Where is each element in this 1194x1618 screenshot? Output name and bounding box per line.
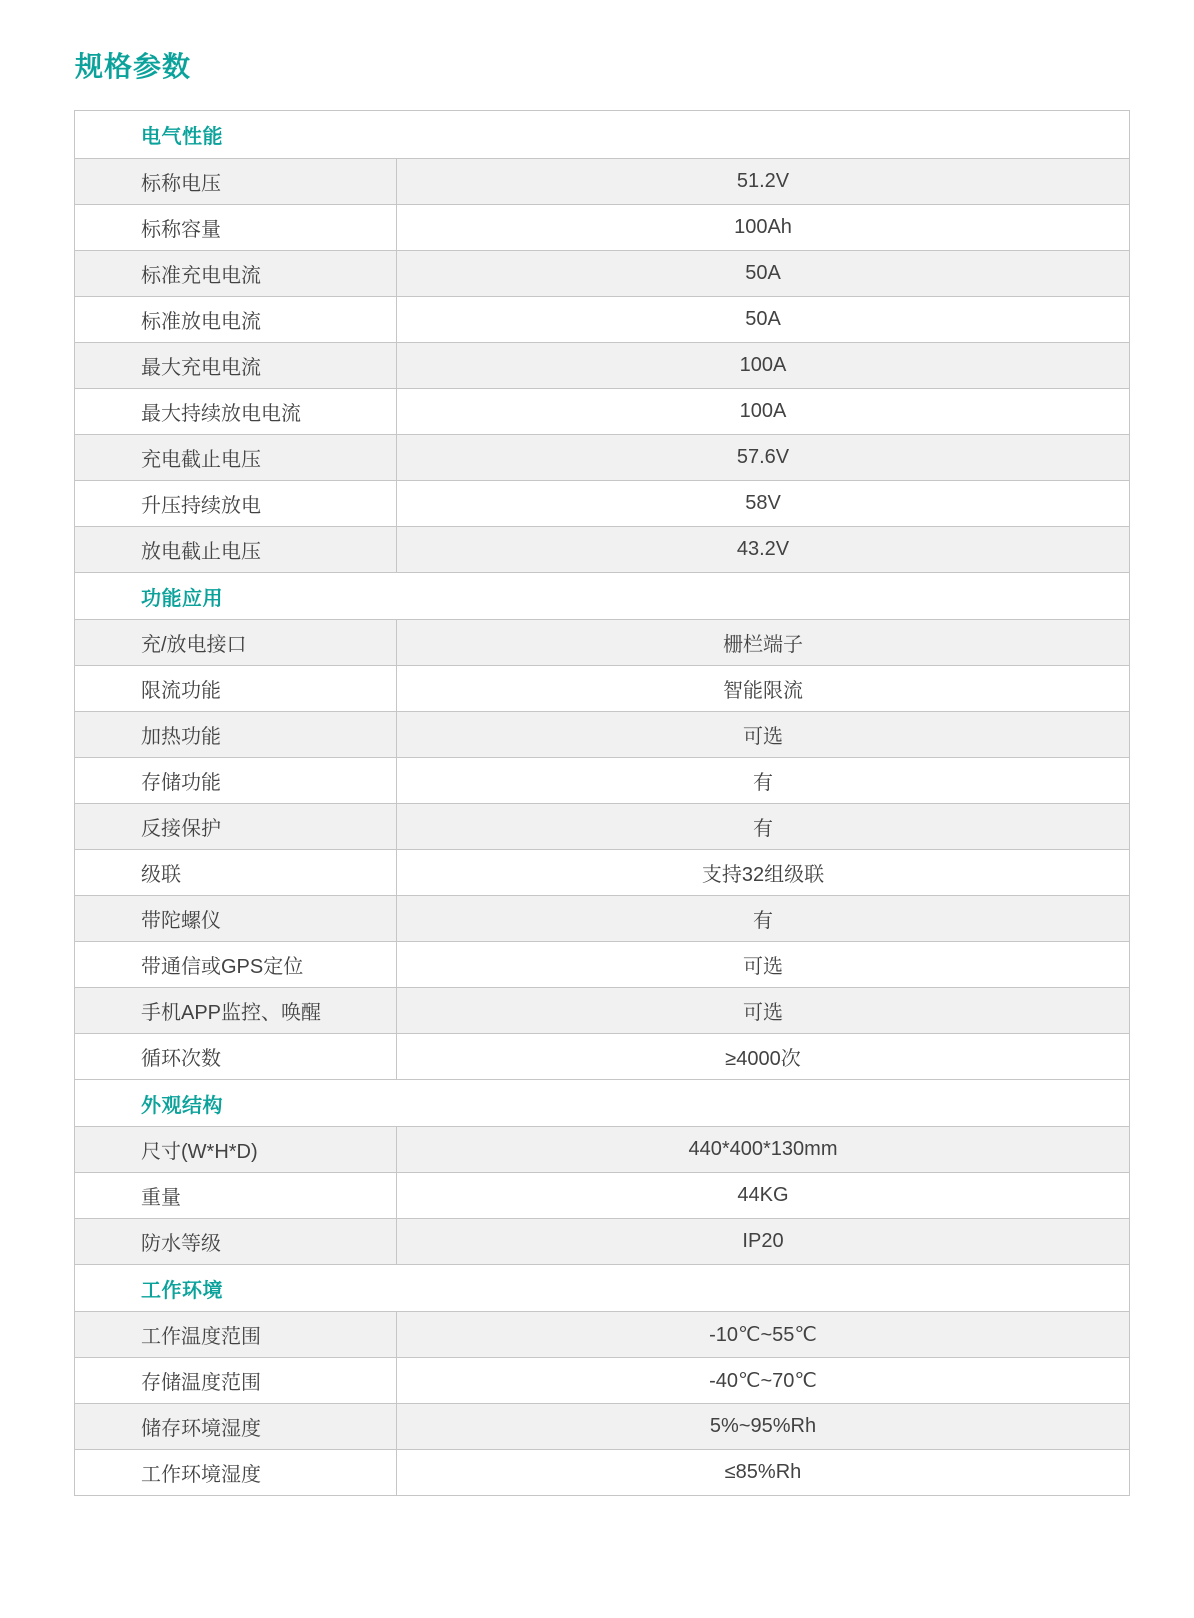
spec-label-cell: 防水等级 [75, 1219, 397, 1264]
spec-label-cell: 充电截止电压 [75, 435, 397, 480]
spec-row [75, 1126, 1129, 1172]
spec-label-cell: 加热功能 [75, 712, 397, 757]
spec-label-cell: 尺寸(W*H*D) [75, 1127, 397, 1172]
spec-label-cell: 标准放电电流 [75, 297, 397, 342]
spec-row [75, 480, 1129, 526]
spec-label-cell: 存储功能 [75, 758, 397, 803]
spec-row [75, 941, 1129, 987]
page-title: 规格参数 [75, 51, 192, 82]
spec-row [75, 1218, 1129, 1264]
spec-row [75, 619, 1129, 665]
spec-value-cell: 50A [745, 308, 781, 330]
spec-label-cell: 带陀螺仪 [75, 896, 397, 941]
section-title: 电气性能 [141, 126, 223, 148]
spec-row [75, 895, 1129, 941]
spec-label-cell: 放电截止电压 [75, 527, 397, 572]
spec-row [75, 204, 1129, 250]
spec-label-cell: 最大持续放电电流 [75, 389, 397, 434]
spec-value-cell: ≥4000次 [725, 1048, 801, 1070]
spec-value-cell: 100Ah [734, 216, 792, 238]
spec-value-cell: 栅栏端子 [723, 634, 803, 656]
spec-row [75, 1403, 1129, 1449]
spec-label-cell: 工作温度范围 [75, 1312, 397, 1357]
spec-value-cell: 57.6V [736, 446, 790, 468]
spec-value-cell: 100A [739, 400, 787, 422]
spec-label-cell: 最大充电电流 [75, 343, 397, 388]
spec-row [75, 1033, 1129, 1079]
spec-row [75, 665, 1129, 711]
spec-value-cell: 51.2V [736, 170, 790, 192]
section-header-row [75, 572, 1129, 619]
spec-row [75, 388, 1129, 434]
spec-value-cell: 58V [745, 492, 781, 514]
spec-row [75, 250, 1129, 296]
spec-label-cell: 级联 [75, 850, 397, 895]
spec-label-cell: 反接保护 [75, 804, 397, 849]
spec-row [75, 1311, 1129, 1357]
spec-row [75, 1172, 1129, 1218]
spec-value-cell: 可选 [743, 1002, 783, 1024]
spec-value-cell: 5%~95%Rh [709, 1415, 817, 1437]
spec-label-cell: 带通信或GPS定位 [75, 942, 397, 987]
section-title: 功能应用 [141, 587, 223, 610]
spec-label-cell: 工作环境湿度 [75, 1450, 397, 1495]
spec-value-cell: 可选 [743, 726, 783, 748]
spec-label-cell: 升压持续放电 [75, 481, 397, 526]
spec-label-cell: 存储温度范围 [75, 1358, 397, 1403]
spec-value-cell: 440*400*130mm [688, 1138, 838, 1160]
spec-value-cell: 可选 [743, 956, 783, 978]
spec-value-cell: 有 [753, 818, 773, 840]
spec-value-cell: 有 [753, 910, 773, 932]
spec-value-cell: 支持32组级联 [701, 864, 825, 886]
spec-value-cell: -10℃~55℃ [709, 1324, 817, 1346]
spec-row [75, 1449, 1129, 1495]
spec-label-cell: 标称电压 [75, 159, 397, 204]
spec-label-cell: 标准充电电流 [75, 251, 397, 296]
spec-value-cell: 44KG [737, 1184, 789, 1206]
spec-label-cell: 储存环境湿度 [75, 1404, 397, 1449]
spec-row [75, 296, 1129, 342]
section-title: 外观结构 [141, 1094, 223, 1117]
spec-label-cell: 循环次数 [75, 1034, 397, 1079]
spec-row [75, 849, 1129, 895]
spec-row [75, 803, 1129, 849]
spec-value-cell: 100A [739, 354, 787, 376]
spec-value-cell: IP20 [742, 1230, 784, 1252]
spec-table [74, 110, 1130, 1496]
spec-row [75, 158, 1129, 204]
section-title: 工作环境 [141, 1279, 223, 1302]
spec-value-cell: ≤85%Rh [724, 1461, 802, 1483]
spec-value-cell: 智能限流 [723, 680, 803, 702]
spec-row [75, 434, 1129, 480]
spec-label-cell: 标称容量 [75, 205, 397, 250]
spec-value-cell: 43.2V [736, 538, 790, 560]
spec-row [75, 1357, 1129, 1403]
spec-row [75, 987, 1129, 1033]
spec-row [75, 757, 1129, 803]
section-header-row [75, 1079, 1129, 1126]
spec-value-cell: 50A [745, 262, 781, 284]
spec-label-cell: 重量 [75, 1173, 397, 1218]
spec-row [75, 342, 1129, 388]
spec-row [75, 526, 1129, 572]
section-header-row [75, 111, 1129, 158]
spec-label-cell: 限流功能 [75, 666, 397, 711]
spec-value-cell: 有 [753, 772, 773, 794]
spec-label-cell: 充/放电接口 [75, 620, 397, 665]
spec-row [75, 711, 1129, 757]
section-header-row [75, 1264, 1129, 1311]
spec-label-cell: 手机APP监控、唤醒 [75, 988, 397, 1033]
spec-value-cell: -40℃~70℃ [709, 1370, 817, 1392]
